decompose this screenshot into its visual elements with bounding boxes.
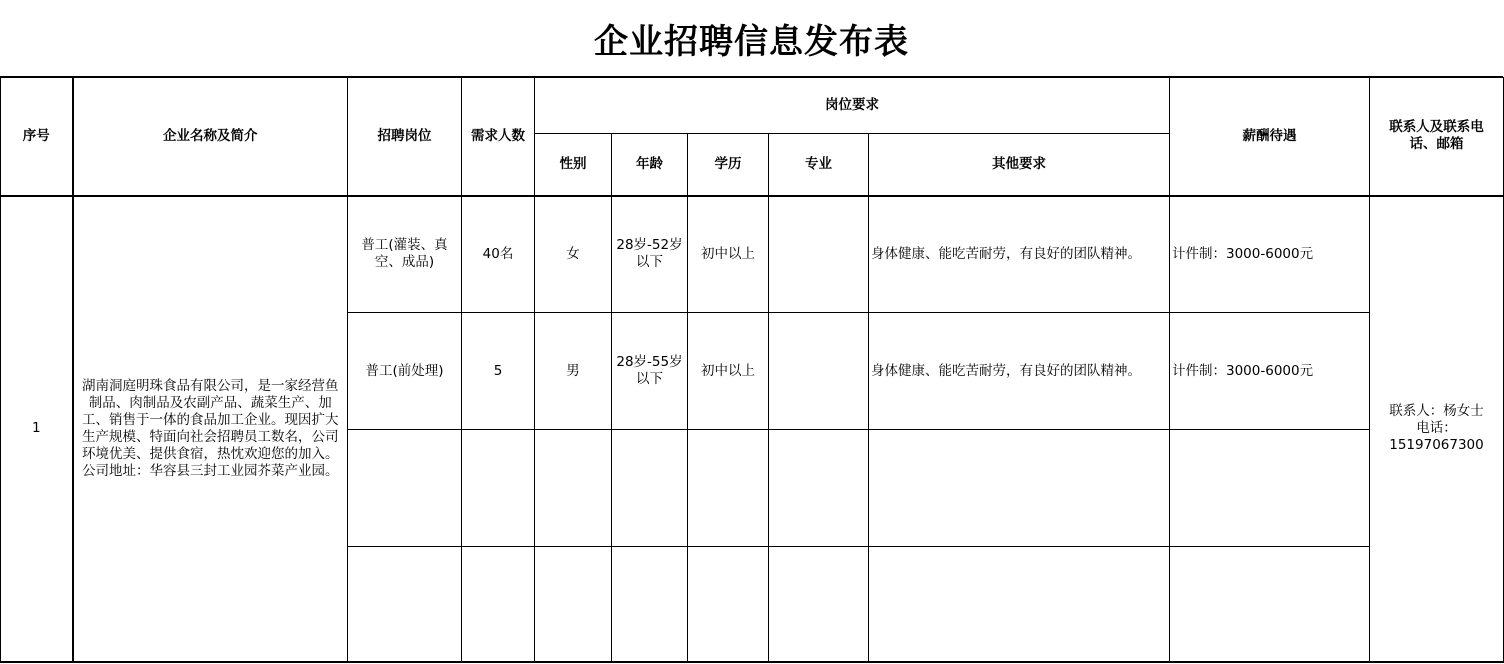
header-salary: 薪酬待遇 xyxy=(1170,78,1370,196)
job-count: 40名 xyxy=(462,196,535,313)
empty-cell xyxy=(348,547,462,662)
empty-cell xyxy=(869,547,1170,662)
empty-cell xyxy=(1170,430,1370,547)
header-company: 企业名称及简介 xyxy=(73,78,348,196)
recruitment-table xyxy=(0,77,1504,663)
row-index: 1 xyxy=(1,196,73,662)
job-major xyxy=(769,196,869,313)
job-position: 普工(灌装、真空、成品) xyxy=(348,196,462,313)
company-description: 湖南洞庭明珠食品有限公司，是一家经营鱼制品、肉制品及农副产品、蔬菜生产、加工、销售于一体的食品加工企业。现因扩大生产规模、特面向社会招聘员工数名，公司环境优美、提供食宿，热忱欢迎您的加入。 xyxy=(82,377,339,462)
company-cell xyxy=(73,196,348,662)
contact-phone-label: 电话： xyxy=(1416,420,1457,436)
header-contact: 联系人及联系电话、邮箱 xyxy=(1370,78,1504,196)
header-row-1 xyxy=(1,78,1504,134)
job-age: 28岁-55岁以下 xyxy=(612,313,688,430)
page-title: 企业招聘信息发布表 xyxy=(594,21,909,62)
empty-cell xyxy=(869,430,1170,547)
job-major xyxy=(769,313,869,430)
empty-cell xyxy=(535,547,612,662)
empty-cell xyxy=(348,430,462,547)
contact-person: 联系人：杨女士 xyxy=(1389,403,1484,419)
empty-cell xyxy=(688,430,769,547)
header-major: 专业 xyxy=(769,134,869,196)
company-address: 公司地址：华容县三封工业园芥菜产业园。 xyxy=(82,462,339,479)
contact-cell xyxy=(1370,196,1504,662)
job-other: 身体健康、能吃苦耐劳，有良好的团队精神。 xyxy=(869,313,1170,430)
empty-cell xyxy=(612,430,688,547)
empty-cell xyxy=(769,547,869,662)
contact-phone: 15197067300 xyxy=(1389,437,1484,453)
empty-cell xyxy=(688,547,769,662)
empty-cell xyxy=(1170,547,1370,662)
header-gender: 性别 xyxy=(535,134,612,196)
job-education: 初中以上 xyxy=(688,313,769,430)
job-gender: 女 xyxy=(535,196,612,313)
job-age: 28岁-52岁以下 xyxy=(612,196,688,313)
job-gender: 男 xyxy=(535,313,612,430)
job-other: 身体健康、能吃苦耐劳，有良好的团队精神。 xyxy=(869,196,1170,313)
empty-cell xyxy=(462,547,535,662)
header-education: 学历 xyxy=(688,134,769,196)
table-row xyxy=(1,196,1504,313)
empty-cell xyxy=(462,430,535,547)
empty-cell xyxy=(612,547,688,662)
header-age: 年龄 xyxy=(612,134,688,196)
job-count: 5 xyxy=(462,313,535,430)
header-requirements: 岗位要求 xyxy=(535,78,1170,134)
header-other: 其他要求 xyxy=(869,134,1170,196)
title-row xyxy=(0,0,1503,78)
empty-cell xyxy=(535,430,612,547)
header-count: 需求人数 xyxy=(462,78,535,196)
job-salary: 计件制：3000-6000元 xyxy=(1170,313,1370,430)
header-position: 招聘岗位 xyxy=(348,78,462,196)
job-salary: 计件制：3000-6000元 xyxy=(1170,196,1370,313)
job-position: 普工(前处理) xyxy=(348,313,462,430)
job-education: 初中以上 xyxy=(688,196,769,313)
header-index: 序号 xyxy=(1,78,73,196)
empty-cell xyxy=(769,430,869,547)
